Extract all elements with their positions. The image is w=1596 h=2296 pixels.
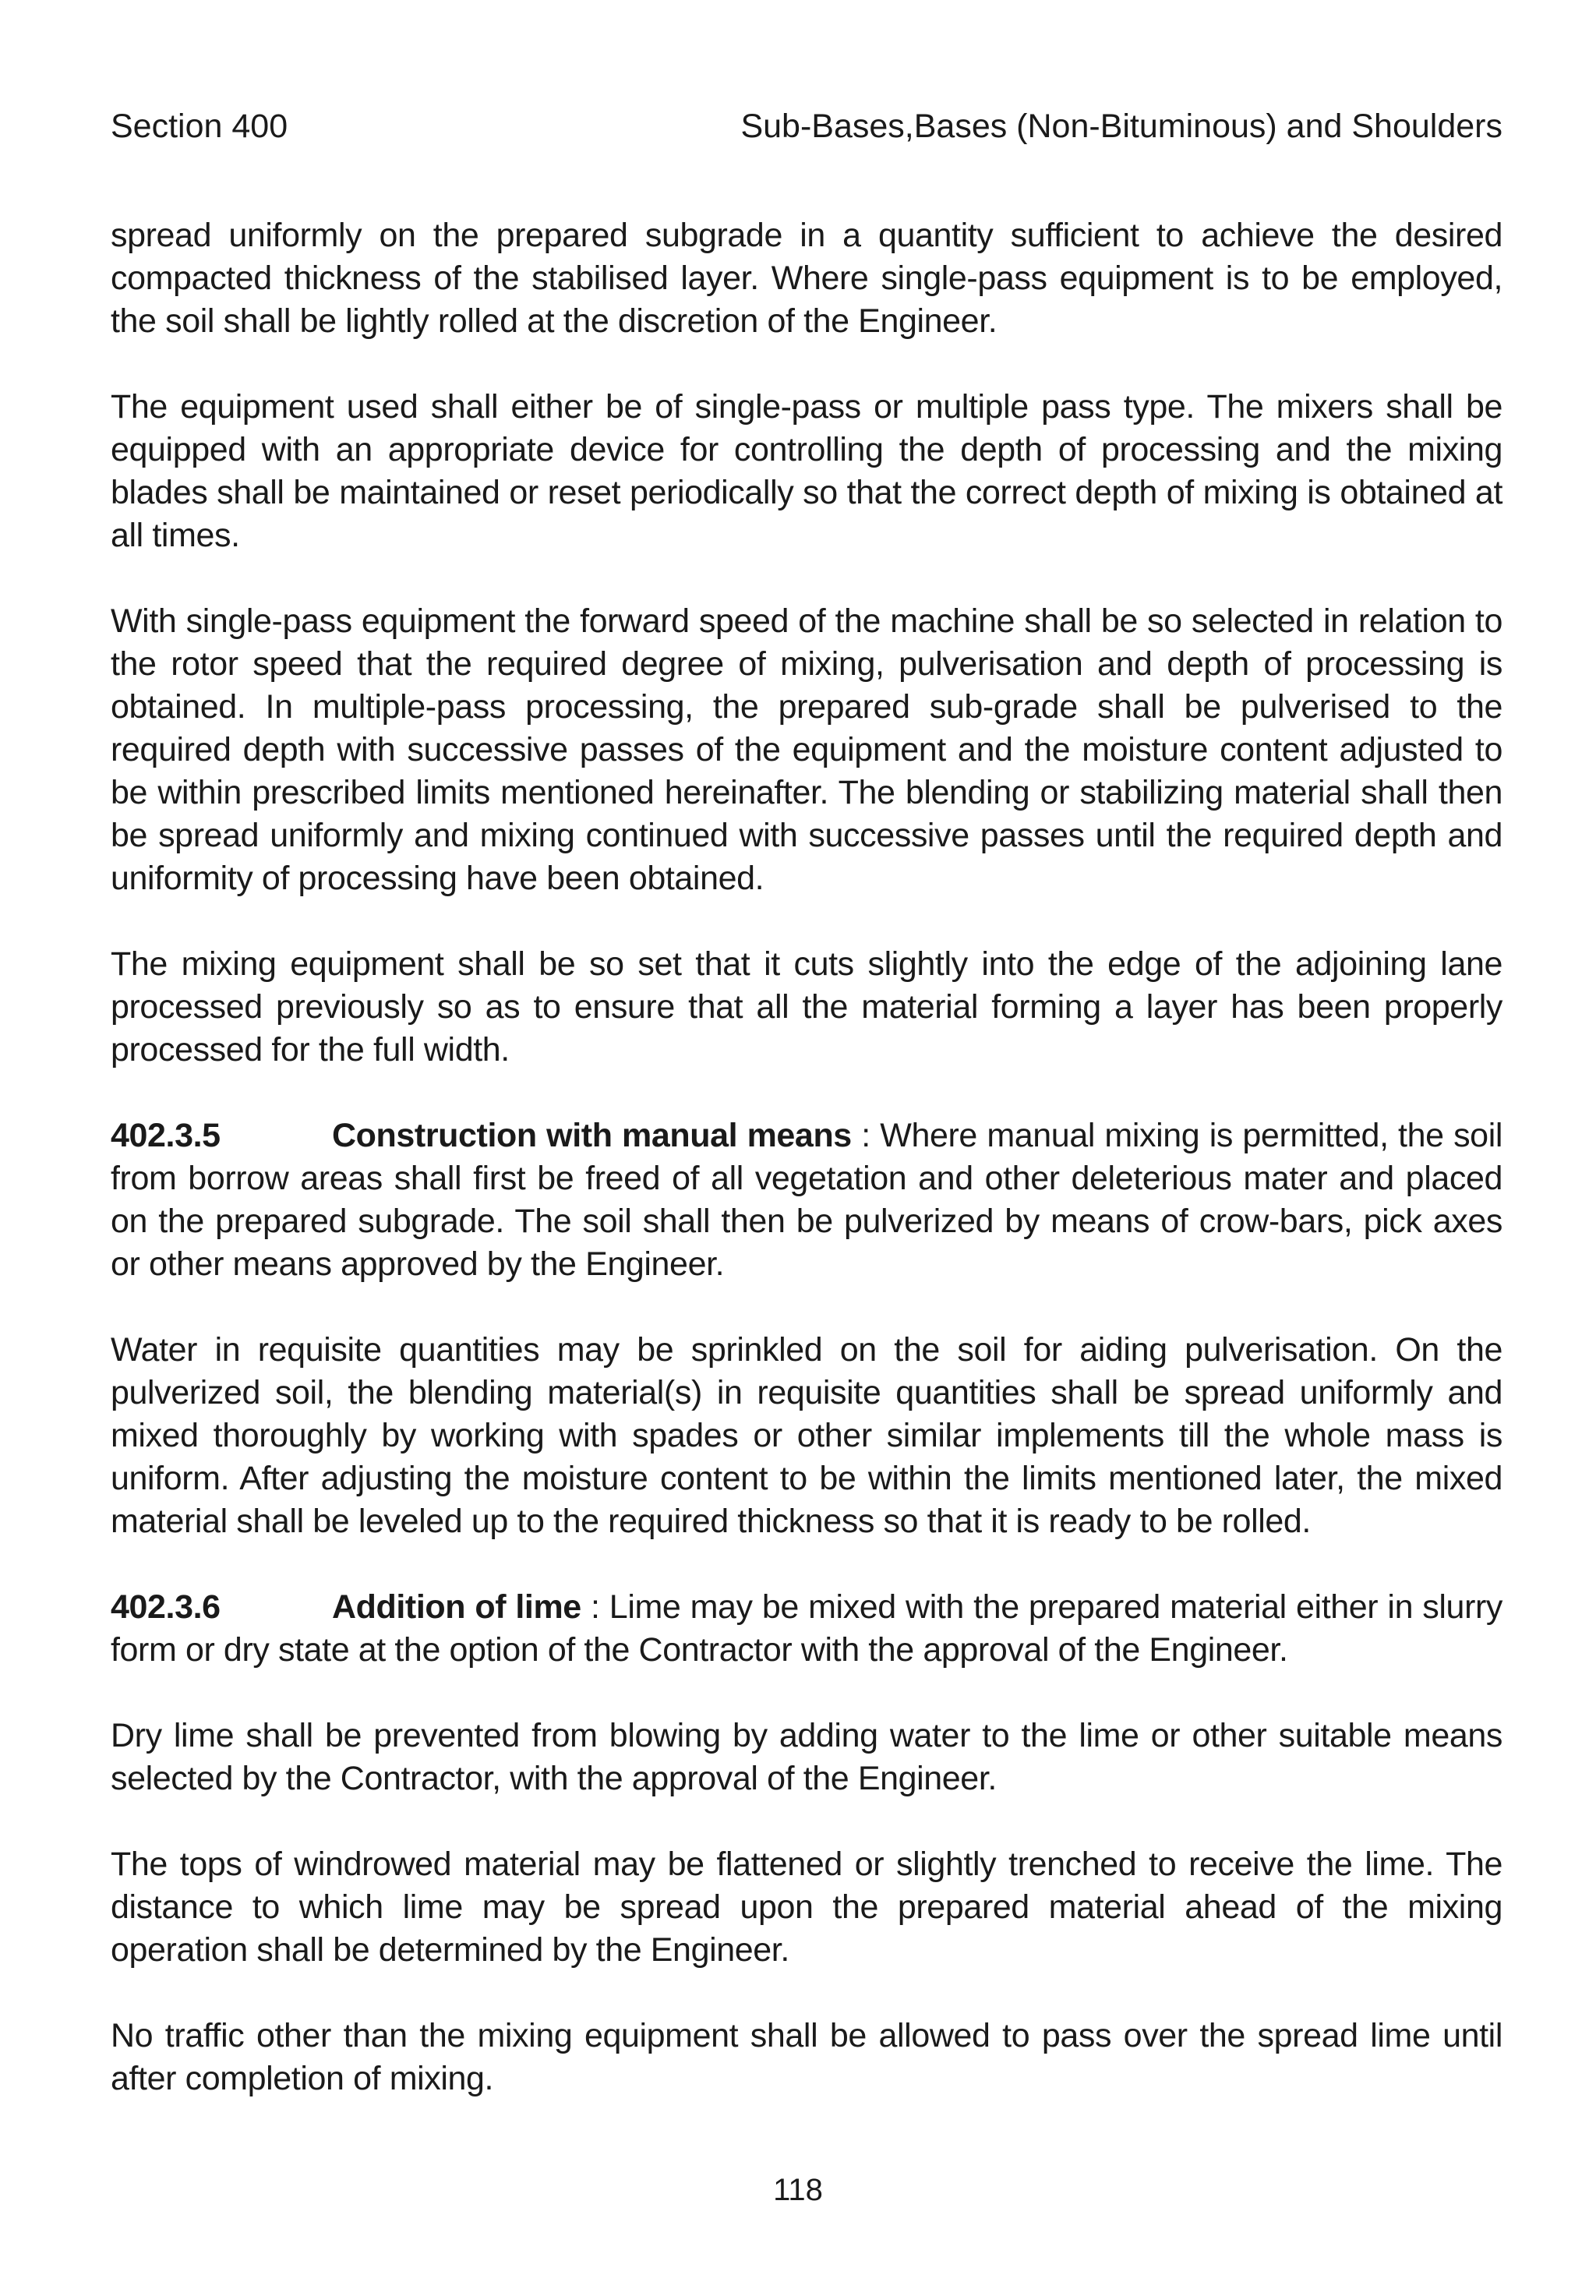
body-text (111, 214, 1502, 2143)
running-header (111, 106, 1502, 147)
clause-number: 402.3.6 (111, 1588, 221, 1626)
paragraph: The tops of windrowed material may be flattened or slightly trenched to receive the lime. The distance to which lime may be spread upon the prepared material ahead of the mixing operation shall be determined by the Engineer. (111, 1846, 1502, 1969)
paragraph: The mixing equipment shall be so set that it cuts slightly into the edge of the adjoining lane processed previously so as to ensure that all the material forming a layer has been properly processed for the full width. (111, 945, 1502, 1069)
paragraph: Water in requisite quantities may be sprinkled on the soil for aiding pulverisation. On the pulverized soil, the blending material(s) in requisite quantities shall be spread uniformly and mixed thoroughly by working with spades or other similar implements till the whole mass is uniform. After adjusting the moisture content to be within the limits mentioned later, the mixed material shall be leveled up to the required thickness so that it is ready to be rolled. (111, 1331, 1502, 1540)
paragraph: Dry lime shall be prevented from blowing by adding water to the lime or other suitable means selected by the Contractor, with the approval of the Engineer. (111, 1717, 1502, 1797)
clause-number: 402.3.5 (111, 1117, 221, 1154)
clause-heading: Addition of lime (332, 1588, 581, 1626)
paragraph: With single-pass equipment the forward speed of the machine shall be so selected in relation to the rotor speed that the required degree of mixing, pulverisation and depth of processing is obtained. In multiple-pass processing, the prepared sub-grade shall be pulverised to the required depth with successive passes of the equipment and the moisture content adjusted to be within prescribed limits mentioned hereinafter. The blending or stabilizing material shall then be spread uniformly and mixing continued with successive passes until the required depth and uniformity of processing have been obtained. (111, 602, 1502, 897)
clause-402-3-5 (111, 1114, 1502, 1286)
clause-text: : Where manual mixing is permitted, the soil from borrow areas shall first be freed of all vegetation and other deleterious mater and placed on the prepared subgrade. The soil shall then be pulverized by means of crow-bars, pick axes or other means approved by the Engineer. (111, 1117, 1502, 1283)
page-number: 118 (773, 2173, 823, 2207)
section-title: Sub-Bases,Bases (Non-Bituminous) and Shoulders (740, 108, 1502, 145)
paragraph: The equipment used shall either be of single-pass or multiple pass type. The mixers shall be equipped with an appropriate device for controlling the depth of processing and the mixing blades shall be maintained or reset periodically so that the correct depth of mixing is obtained at all times. (111, 388, 1502, 554)
paragraph: spread uniformly on the prepared subgrade in a quantity sufficient to achieve the desired compacted thickness of the stabilised layer. Where single-pass equipment is to be employed, the soil shall be lightly rolled at the discretion of the Engineer. (111, 217, 1502, 340)
paragraph: No traffic other than the mixing equipment shall be allowed to pass over the spread lime until after completion of mixing. (111, 2017, 1502, 2097)
clause-402-3-6 (111, 1586, 1502, 1672)
clause-heading: Construction with manual means (332, 1117, 852, 1154)
section-label: Section 400 (111, 108, 288, 145)
clause-text: : Lime may be mixed with the prepared material either in slurry form or dry state at the option of the Contractor with the approval of the Engineer. (111, 1588, 1503, 1669)
